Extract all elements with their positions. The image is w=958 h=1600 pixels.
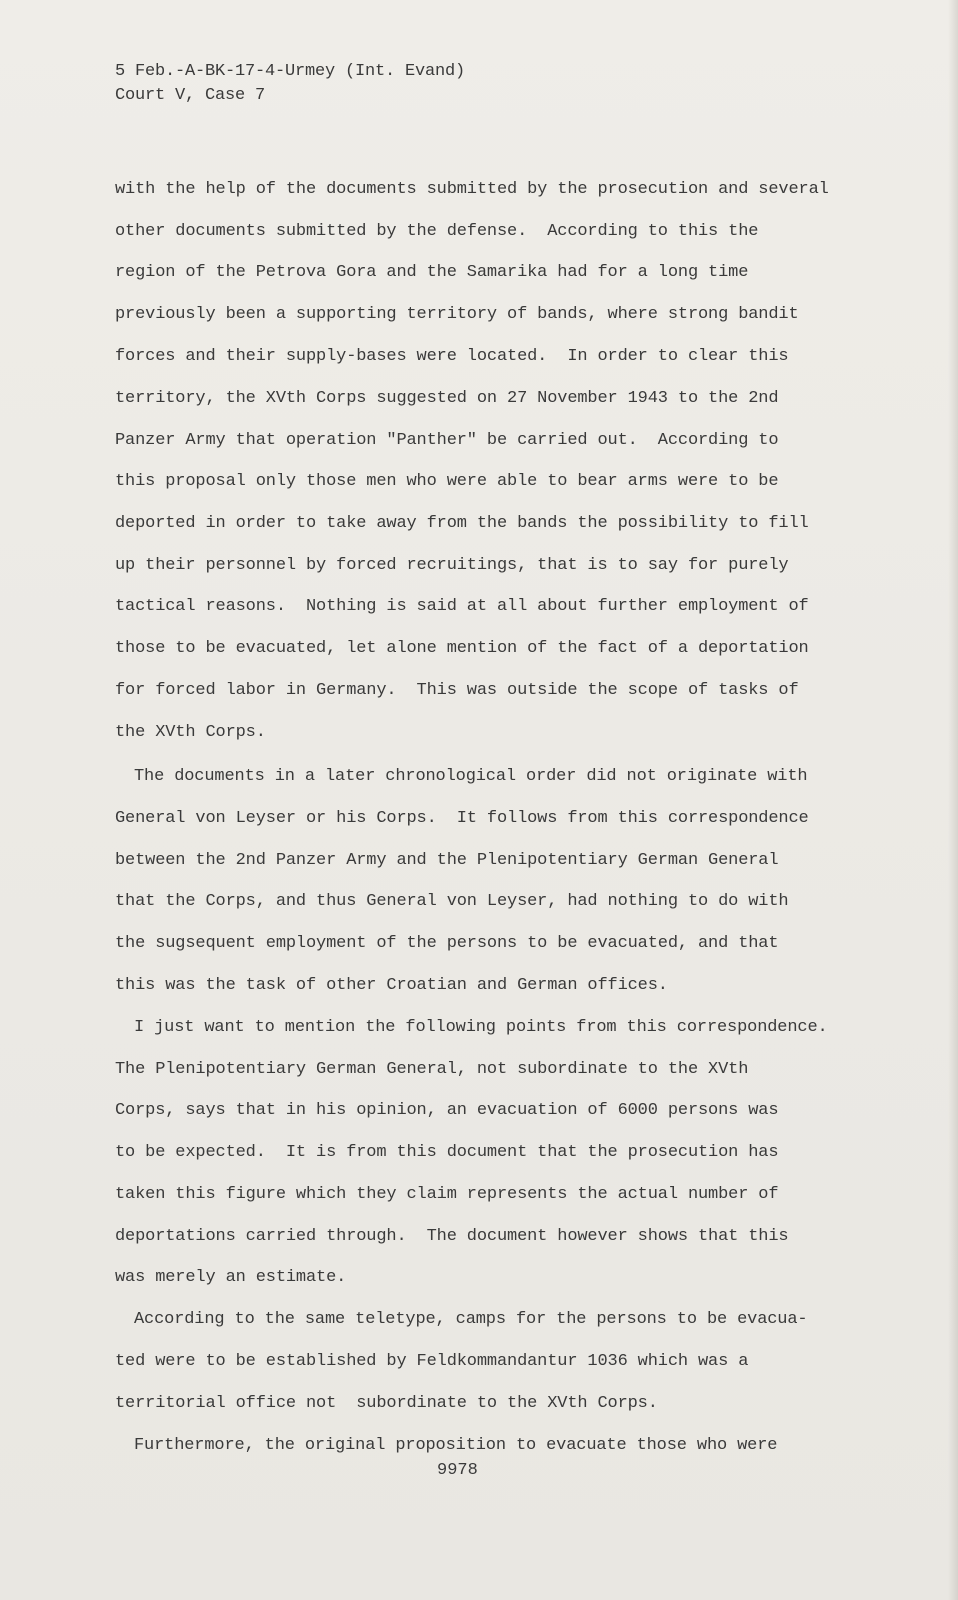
header-line-court: Court V, Case 7 (115, 86, 266, 105)
paragraph-first-line: According to the same teletype, camps for the persons to be evacua- (134, 1310, 808, 1329)
text-line: deportations carried through. The document however shows that this (115, 1227, 789, 1246)
text-line: Panzer Army that operation "Panther" be carried out. According to (115, 431, 779, 450)
text-line: deported in order to take away from the bands the possibility to fill (115, 514, 809, 533)
text-line: previously been a supporting territory of bands, where strong bandit (115, 305, 799, 324)
paragraph-first-line: Furthermore, the original proposition to evacuate those who were (134, 1436, 778, 1455)
text-line: up their personnel by forced recruitings, that is to say for purely (115, 556, 789, 575)
text-line: those to be evacuated, let alone mention of the fact of a deportation (115, 639, 809, 658)
text-line: other documents submitted by the defense. According to this the (115, 222, 759, 241)
text-line: Corps, says that in his opinion, an evacuation of 6000 persons was (115, 1101, 779, 1120)
text-line: forces and their supply-bases were located. In order to clear this (115, 347, 789, 366)
text-line: General von Leyser or his Corps. It follows from this correspondence (115, 809, 809, 828)
text-line: was merely an estimate. (115, 1268, 347, 1287)
header-line-reference: 5 Feb.-A-BK-17-4-Urmey (Int. Evand) (115, 62, 466, 81)
text-line: tactical reasons. Nothing is said at all about further employment of (115, 597, 809, 616)
text-line: taken this figure which they claim represents the actual number of (115, 1185, 779, 1204)
text-line: this proposal only those men who were able to bear arms were to be (115, 472, 779, 491)
page-edge-shadow (948, 0, 958, 1600)
text-line: between the 2nd Panzer Army and the Plenipotentiary German General (115, 851, 779, 870)
text-line: territorial office not subordinate to the XVth Corps. (115, 1394, 658, 1413)
text-line: that the Corps, and thus General von Leyser, had nothing to do with (115, 892, 789, 911)
text-line: the sugsequent employment of the persons to be evacuated, and that (115, 934, 779, 953)
text-line: The Plenipotentiary German General, not subordinate to the XVth (115, 1060, 749, 1079)
text-line: the XVth Corps. (115, 723, 266, 742)
page-number: 9978 (437, 1461, 478, 1480)
paragraph-first-line: I just want to mention the following points from this correspondence. (134, 1018, 828, 1037)
text-line: ted were to be established by Feldkommandantur 1036 which was a (115, 1352, 749, 1371)
text-line: this was the task of other Croatian and German offices. (115, 976, 668, 995)
document-header (115, 60, 465, 108)
text-line: to be expected. It is from this document that the prosecution has (115, 1143, 779, 1162)
paragraph-first-line: The documents in a later chronological order did not originate with (134, 767, 808, 786)
text-line: with the help of the documents submitted by the prosecution and several (115, 180, 829, 199)
text-line: for forced labor in Germany. This was outside the scope of tasks of (115, 681, 799, 700)
text-line: region of the Petrova Gora and the Samarika had for a long time (115, 263, 749, 282)
text-line: territory, the XVth Corps suggested on 27 November 1943 to the 2nd (115, 389, 779, 408)
